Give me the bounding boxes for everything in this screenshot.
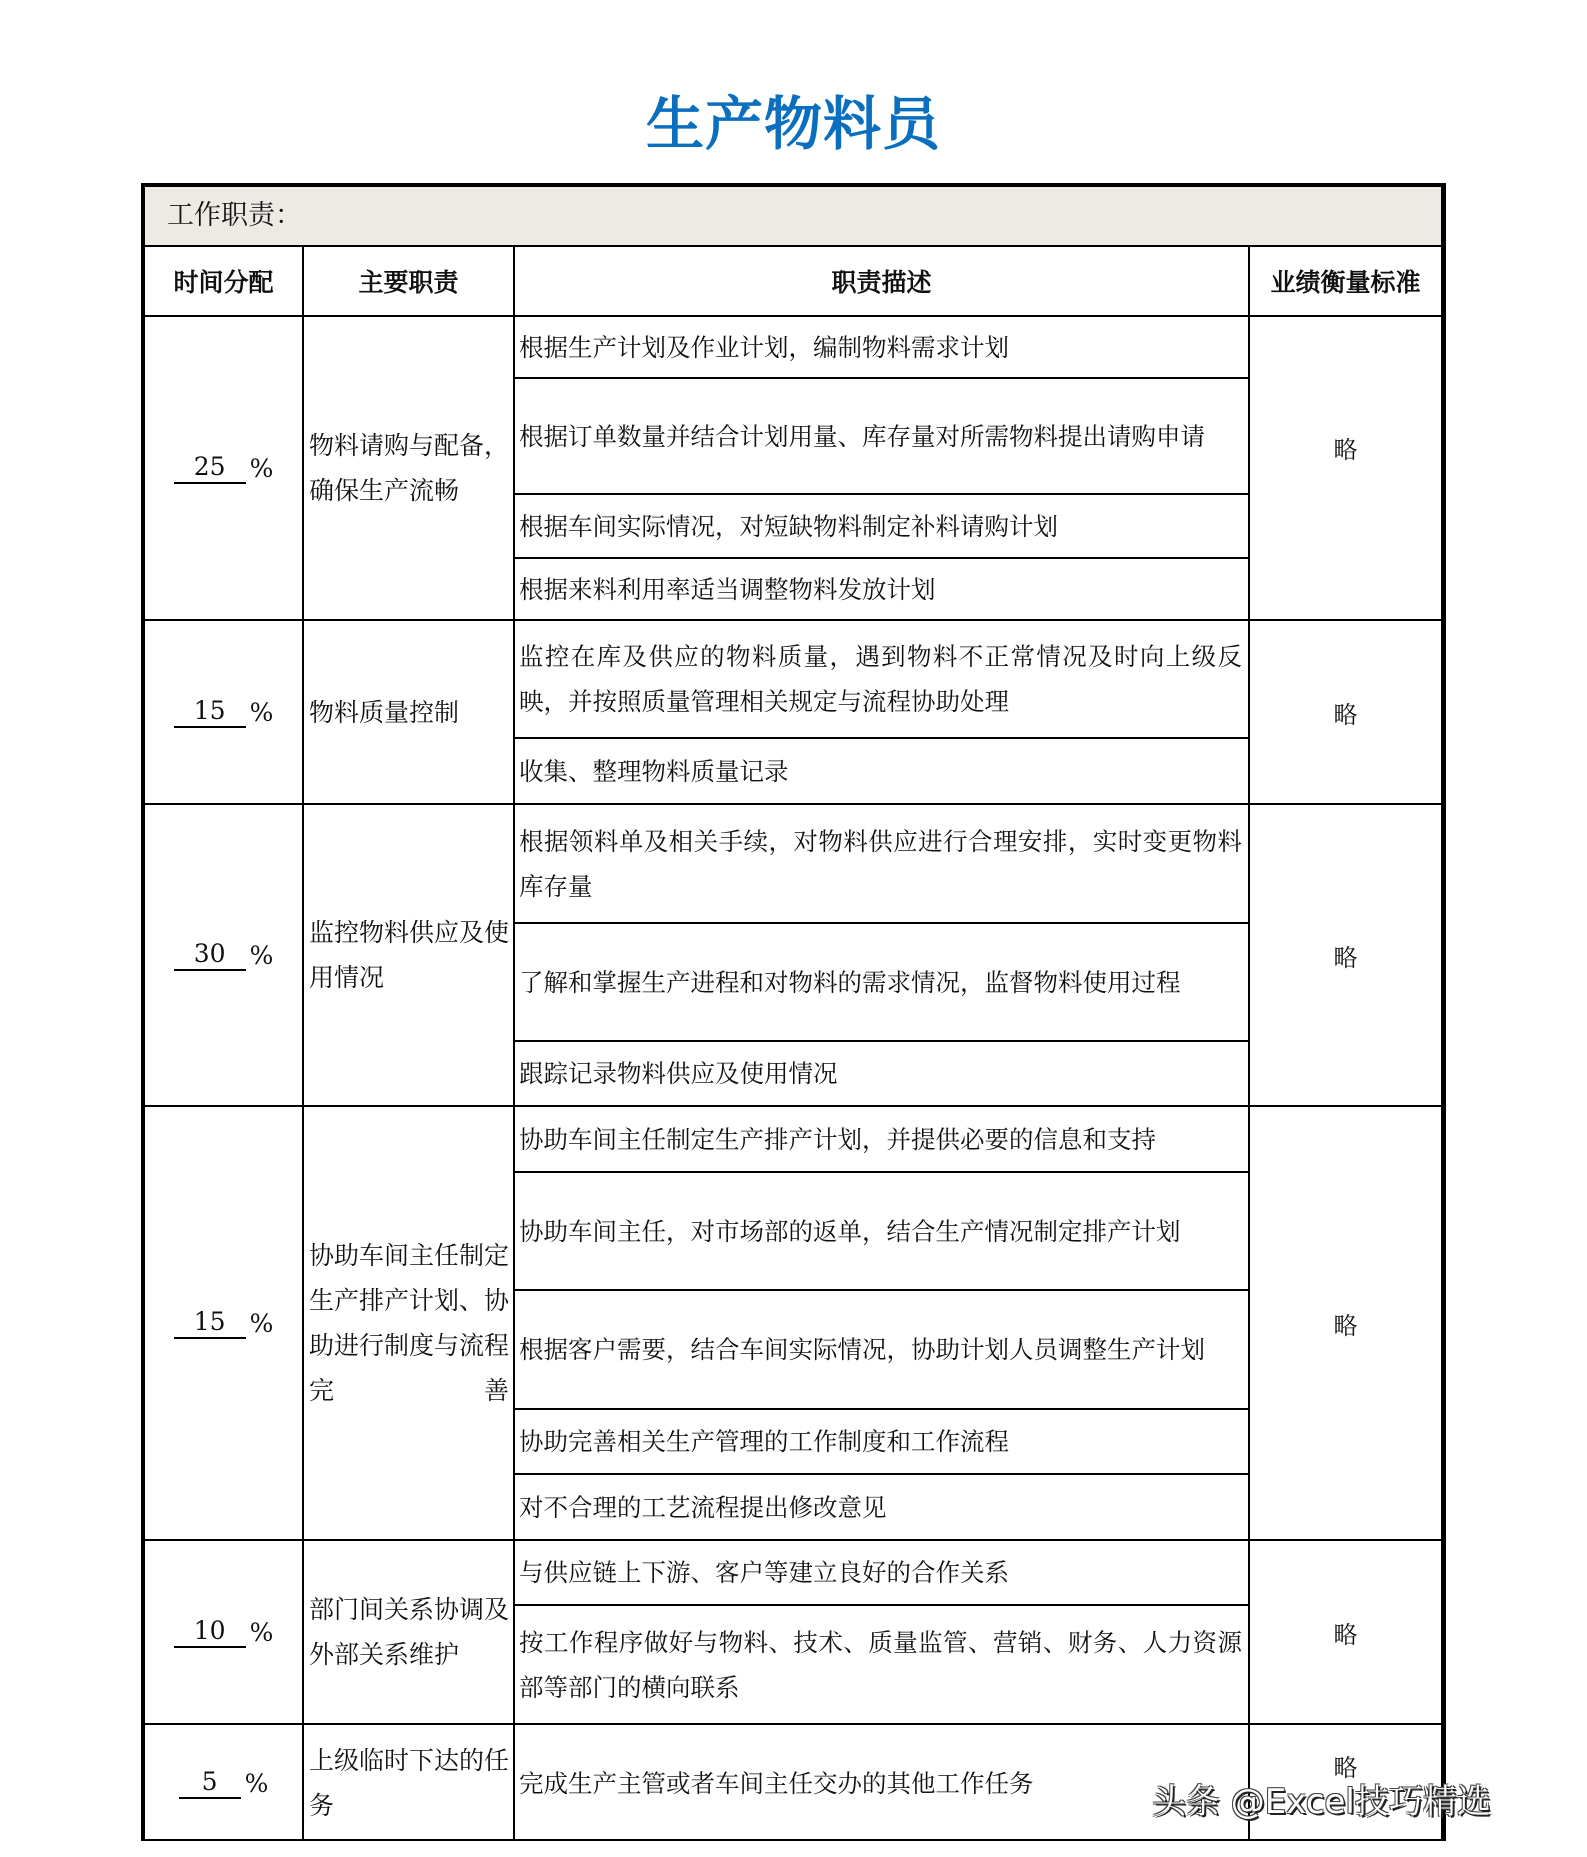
description-item — [515, 1291, 1248, 1408]
description-text: 根据生产计划及作业计划，编制物料需求计划 — [519, 332, 1009, 362]
description-item — [515, 379, 1248, 493]
main-duty-text: 监控物料供应及使用情况 — [309, 918, 510, 992]
percent-value: 15 — [174, 696, 246, 728]
description-text: 监控在库及供应的物料质量，遇到物料不正常情况及时向上级反映，并按照质量管理相关规定与流程协助处理 — [519, 642, 1242, 716]
percent-value: 5 — [179, 1767, 241, 1799]
main-duty-text: 部门间关系协调及外部关系维护 — [309, 1595, 510, 1669]
watermark: 头条 @Excel技巧精选 — [1152, 1782, 1491, 1822]
time-allocation-cell — [145, 317, 302, 619]
description-text: 对不合理的工艺流程提出修改意见 — [519, 1492, 887, 1522]
main-duty-text: 物料质量控制 — [309, 697, 460, 727]
description-item — [515, 317, 1248, 377]
percent-sign: % — [249, 1308, 274, 1338]
description-text: 协助完善相关生产管理的工作制度和工作流程 — [519, 1427, 1009, 1456]
performance-standard-cell: 略 — [1333, 435, 1358, 464]
percent-sign: % — [249, 453, 274, 483]
header-performance-standard: 业绩衡量标准 — [1270, 268, 1421, 297]
description-item — [515, 1606, 1248, 1723]
header-main-duty: 主要职责 — [358, 268, 459, 297]
description-text: 了解和掌握生产进程和对物料的需求情况，监督物料使用过程 — [519, 967, 1181, 997]
main-duty-text: 物料请购与配备，确保生产流畅 — [309, 431, 510, 505]
description-text: 收集、整理物料质量记录 — [519, 756, 789, 786]
description-item — [515, 739, 1248, 803]
description-item — [515, 1541, 1248, 1604]
description-item — [515, 621, 1248, 737]
performance-standard-cell: 略 — [1333, 1620, 1358, 1649]
description-item — [515, 805, 1248, 922]
description-item — [515, 1410, 1248, 1473]
main-duty-cell — [304, 1541, 513, 1723]
main-duty-cell — [304, 805, 513, 1105]
description-text: 根据领料单及相关手续，对物料供应进行合理安排，实时变更物料库存量 — [519, 826, 1242, 901]
description-text: 协助车间主任制定生产排产计划，并提供必要的信息和支持 — [519, 1124, 1156, 1154]
main-duty-cell — [304, 1725, 513, 1841]
percent-sign: % — [249, 697, 274, 727]
description-text: 按工作程序做好与物料、技术、质量监管、营销、财务、人力资源部等部门的横向联系 — [519, 1627, 1242, 1702]
description-item — [515, 924, 1248, 1040]
time-allocation-cell — [145, 1725, 302, 1841]
description-item — [515, 1725, 1248, 1841]
time-allocation-cell — [145, 1541, 302, 1723]
main-duty-cell — [304, 317, 513, 619]
percent-sign: % — [249, 1617, 274, 1647]
page-title: 生产物料员 — [645, 90, 941, 158]
performance-standard-cell: 略 — [1333, 943, 1358, 972]
percent-sign: % — [244, 1768, 269, 1798]
description-item — [515, 1475, 1248, 1539]
duties-table — [141, 183, 1446, 1841]
description-text: 跟踪记录物料供应及使用情况 — [519, 1059, 838, 1088]
percent-value: 15 — [174, 1307, 246, 1339]
description-text: 与供应链上下游、客户等建立良好的合作关系 — [519, 1558, 1009, 1587]
time-allocation-cell — [145, 805, 302, 1105]
time-allocation-cell — [145, 621, 302, 803]
percent-value: 30 — [174, 939, 246, 971]
time-allocation-cell — [145, 1107, 302, 1539]
description-item — [515, 559, 1248, 619]
percent-value: 10 — [174, 1616, 246, 1648]
description-text: 协助车间主任，对市场部的返单，结合生产情况制定排产计划 — [519, 1216, 1181, 1246]
description-item — [515, 1107, 1248, 1171]
percent-value: 25 — [174, 452, 246, 484]
description-text: 完成生产主管或者车间主任交办的其他工作任务 — [519, 1768, 1034, 1798]
description-text: 根据订单数量并结合计划用量、库存量对所需物料提出请购申请 — [519, 421, 1205, 451]
performance-standard-cell: 略 — [1333, 1311, 1358, 1340]
performance-standard-cell: 略 — [1333, 1753, 1358, 1782]
main-duty-text: 上级临时下达的任务 — [309, 1746, 510, 1820]
description-text: 根据车间实际情况，对短缺物料制定补料请购计划 — [519, 511, 1058, 541]
description-item — [515, 1042, 1248, 1105]
header-duty-description: 职责描述 — [831, 268, 932, 297]
description-item — [515, 1173, 1248, 1289]
percent-sign: % — [249, 940, 274, 970]
section-label: 工作职责： — [167, 200, 302, 231]
main-duty-cell — [304, 621, 513, 803]
section-header-band — [145, 187, 1441, 247]
performance-standard-cell: 略 — [1333, 700, 1358, 729]
description-item — [515, 495, 1248, 557]
description-text: 根据客户需要，结合车间实际情况，协助计划人员调整生产计划 — [519, 1335, 1205, 1364]
main-duty-text: 协助车间主任制定生产排产计划、协助进行制度与流程完善 — [309, 1241, 510, 1405]
main-duty-cell — [304, 1107, 513, 1539]
description-text: 根据来料利用率适当调整物料发放计划 — [519, 574, 936, 604]
header-time-allocation: 时间分配 — [173, 268, 274, 297]
